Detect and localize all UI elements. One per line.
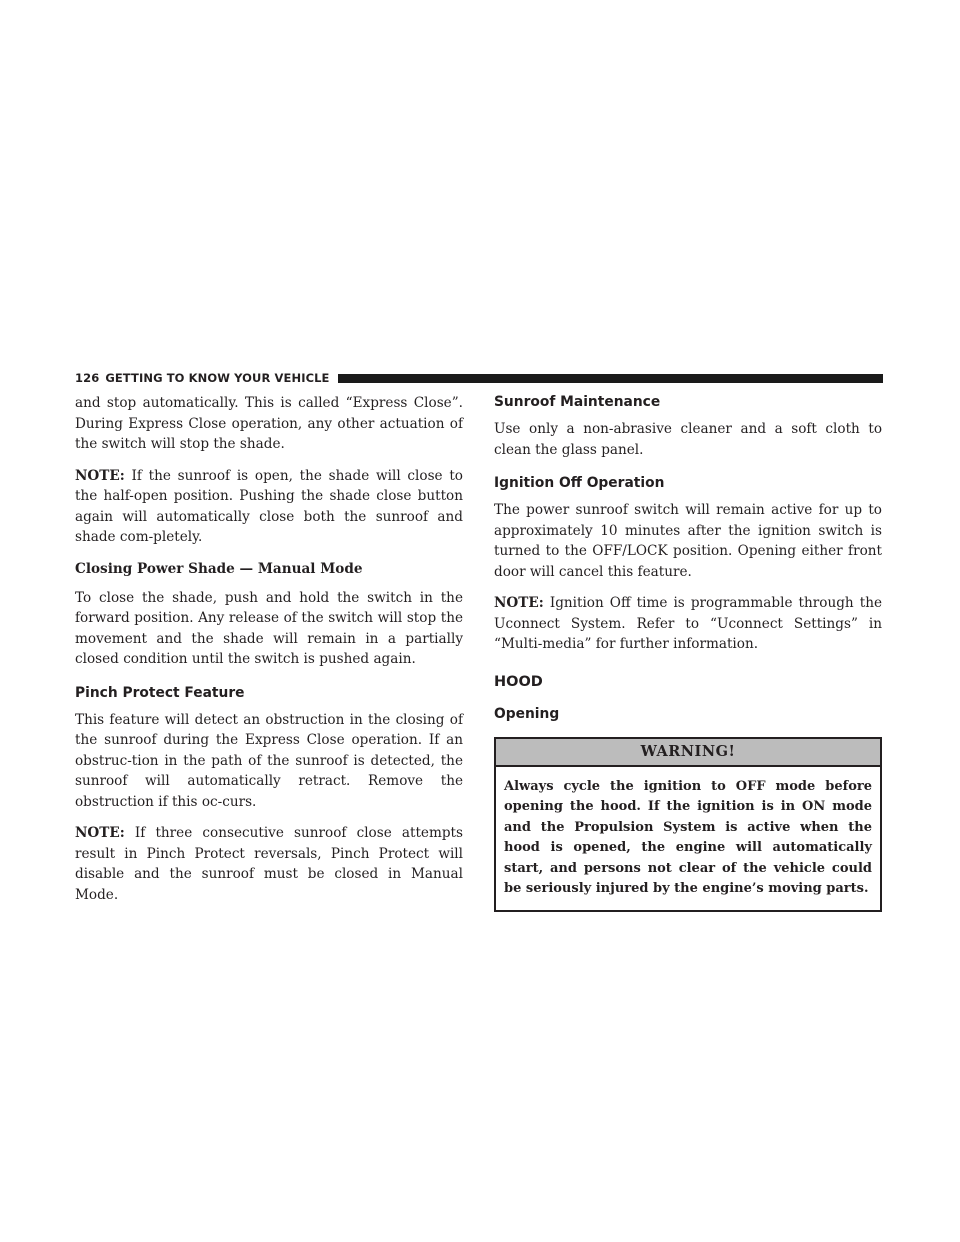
heading-opening: Opening bbox=[494, 705, 560, 722]
heading-hood: HOOD bbox=[494, 673, 543, 690]
subheading-manual-mode: Closing Power Shade — Manual Mode bbox=[75, 560, 363, 577]
note-label: NOTE: bbox=[75, 825, 125, 841]
heading-ignition-off: Ignition Off Operation bbox=[494, 475, 665, 491]
left-column bbox=[75, 393, 463, 916]
note-text: If the sunroof is open, the shade will close to the half-open position. Pushing the shade close button again will automatically close both the sunroof and shade com-pletely. bbox=[75, 467, 463, 545]
ignition-off-paragraph: The power sunroof switch will remain active for up to approximately 10 minutes after the ignition switch is turned to the OFF/LOCK position. Opening either front door will cancel this feature. bbox=[494, 502, 882, 580]
chapter-title: GETTING TO KNOW YOUR VEHICLE bbox=[105, 371, 330, 385]
note-label: NOTE: bbox=[494, 595, 544, 611]
express-close-paragraph: and stop automatically. This is called “Express Close”. During Express Close operation, any other actuation of the switch will stop the shade. bbox=[75, 395, 463, 452]
right-column bbox=[494, 393, 882, 912]
running-header bbox=[75, 370, 883, 386]
note-ignition-off bbox=[494, 593, 882, 655]
pinch-protect-paragraph: This feature will detect an obstruction in the closing of the sunroof during the Express Close operation. If an obstruc-tion in the path of the sunroof is detected, the sunroof will automatically retract. Remove the obstruction if this oc-curs. bbox=[75, 711, 463, 810]
heading-pinch-protect: Pinch Protect Feature bbox=[75, 684, 245, 701]
warning-box bbox=[494, 737, 882, 913]
note-shade-half-open bbox=[75, 466, 463, 548]
header-rule bbox=[338, 374, 883, 383]
note-pinch-protect bbox=[75, 823, 463, 905]
warning-text: Always cycle the ignition to OFF mode before opening the hood. If the ignition is in ON mode and the Propulsion System is active when the hood is opened, the engine will automatically start, and persons not clear of the vehicle could be seriously injured by the engine’s moving parts. bbox=[504, 778, 872, 897]
warning-title: WARNING! bbox=[496, 739, 880, 767]
note-label: NOTE: bbox=[75, 467, 125, 484]
note-text: Ignition Off time is programmable through the Uconnect System. Refer to “Uconnect Settings” in “Multi-media” for further information. bbox=[494, 595, 882, 652]
note-text: If three consecutive sunroof close attempts result in Pinch Protect reversals, Pinch Protect will disable and the sunroof must be closed in Manual Mode. bbox=[75, 825, 463, 903]
maintenance-paragraph: Use only a non-abrasive cleaner and a soft cloth to clean the glass panel. bbox=[494, 421, 882, 458]
manual-mode-paragraph: To close the shade, push and hold the switch in the forward position. Any release of the switch will stop the movement and the shade will remain in a partially closed condition until the switch is pushed again. bbox=[75, 589, 463, 667]
page-number: 126 bbox=[75, 371, 100, 385]
heading-sunroof-maintenance: Sunroof Maintenance bbox=[494, 394, 661, 410]
